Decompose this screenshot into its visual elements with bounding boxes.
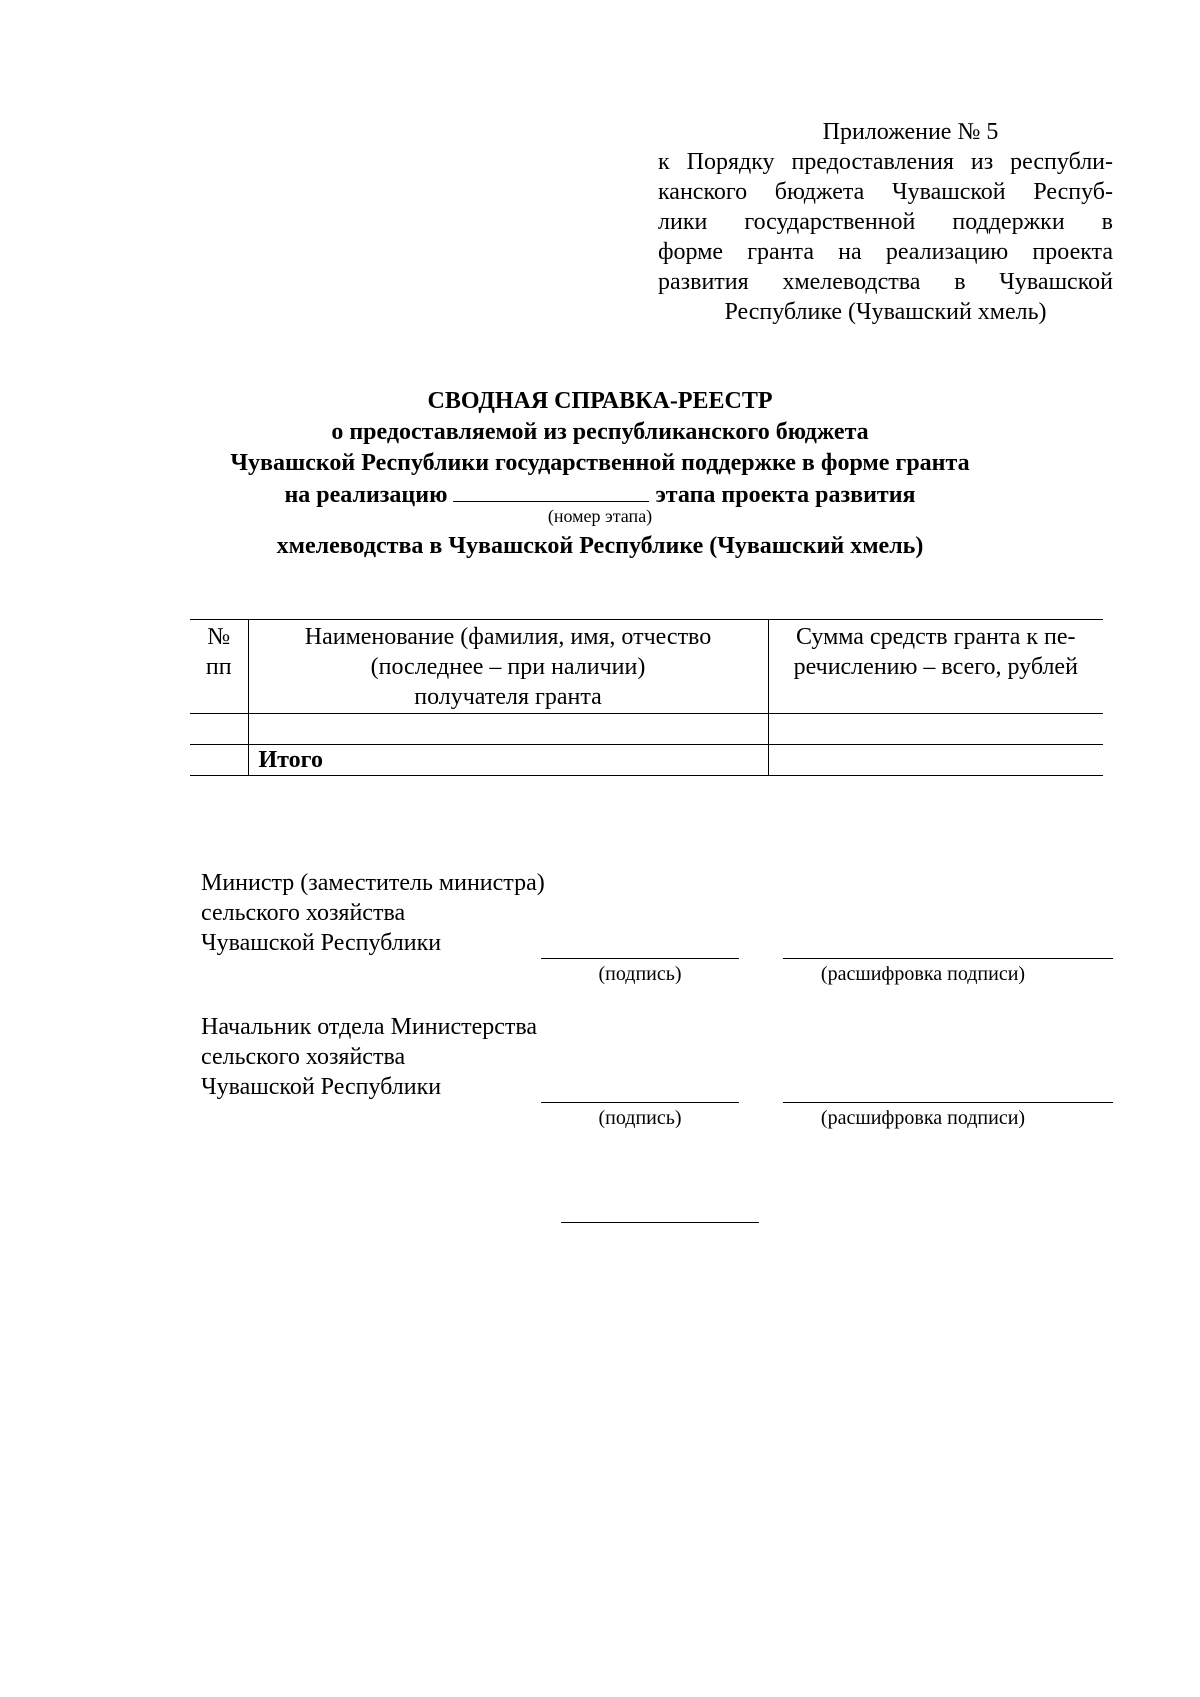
- header-sum: Сумма средств гранта к пе- речислению – всего, рублей: [768, 620, 1103, 714]
- heading-line: хмелеводства в Чувашской Республике (Чувашский хмель): [276, 533, 924, 559]
- header-name: Наименование (фамилия, имя, отчество (последнее – при наличии) получателя гранта: [248, 620, 768, 714]
- stage-note: (номер этапа): [547, 506, 653, 526]
- signature-line: [541, 1102, 739, 1103]
- document-heading: [160, 386, 1040, 511]
- appendix-line: форме гранта на реализацию проекта: [658, 239, 1113, 265]
- end-separator-line: [561, 1222, 759, 1223]
- heading-line: Чувашской Республики государственной поддержке в форме гранта: [230, 450, 970, 476]
- table-total-row: [190, 745, 1103, 776]
- signature-decode-caption: (расшифровка подписи): [820, 1107, 1026, 1129]
- appendix-line: развития хмелеводства в Чувашской: [658, 269, 1113, 295]
- appendix-block: [658, 117, 1113, 327]
- signature-caption: (подпись): [598, 963, 682, 985]
- appendix-line: лики государственной поддержки в: [658, 209, 1113, 235]
- signature-decode-line: [783, 958, 1113, 959]
- signatory-title: Начальник отдела Министерства сельского хозяйства Чувашской Республики: [201, 1014, 538, 1100]
- document-title: СВОДНАЯ СПРАВКА-РЕЕСТР: [427, 388, 773, 414]
- total-label: Итого: [248, 745, 768, 776]
- signature-caption: (подпись): [598, 1107, 682, 1129]
- signature-decode-line: [783, 1102, 1113, 1103]
- appendix-title: Приложение № 5: [822, 119, 999, 145]
- signature-block-minister: [201, 868, 1121, 985]
- table-header-row: [190, 620, 1103, 714]
- heading-line4-post: этапа проекта развития: [655, 482, 916, 508]
- signatory-title: Министр (заместитель министра) сельского хозяйства Чувашской Республики: [201, 870, 545, 956]
- signature-block-head: [201, 1012, 1121, 1129]
- appendix-line: канского бюджета Чувашской Респуб-: [658, 179, 1113, 205]
- heading-line: о предоставляемой из республиканского бюджета: [331, 419, 869, 445]
- registry-table: [190, 619, 1103, 776]
- appendix-line: к Порядку предоставления из республи-: [658, 149, 1113, 175]
- stage-number-blank: [453, 479, 649, 502]
- signature-line: [541, 958, 739, 959]
- heading-line4-pre: на реализацию: [284, 482, 448, 508]
- appendix-line-last: Республике (Чувашский хмель): [724, 299, 1047, 325]
- signature-decode-caption: (расшифровка подписи): [820, 963, 1026, 985]
- table-row: [190, 714, 1103, 745]
- header-number: № пп: [190, 620, 248, 714]
